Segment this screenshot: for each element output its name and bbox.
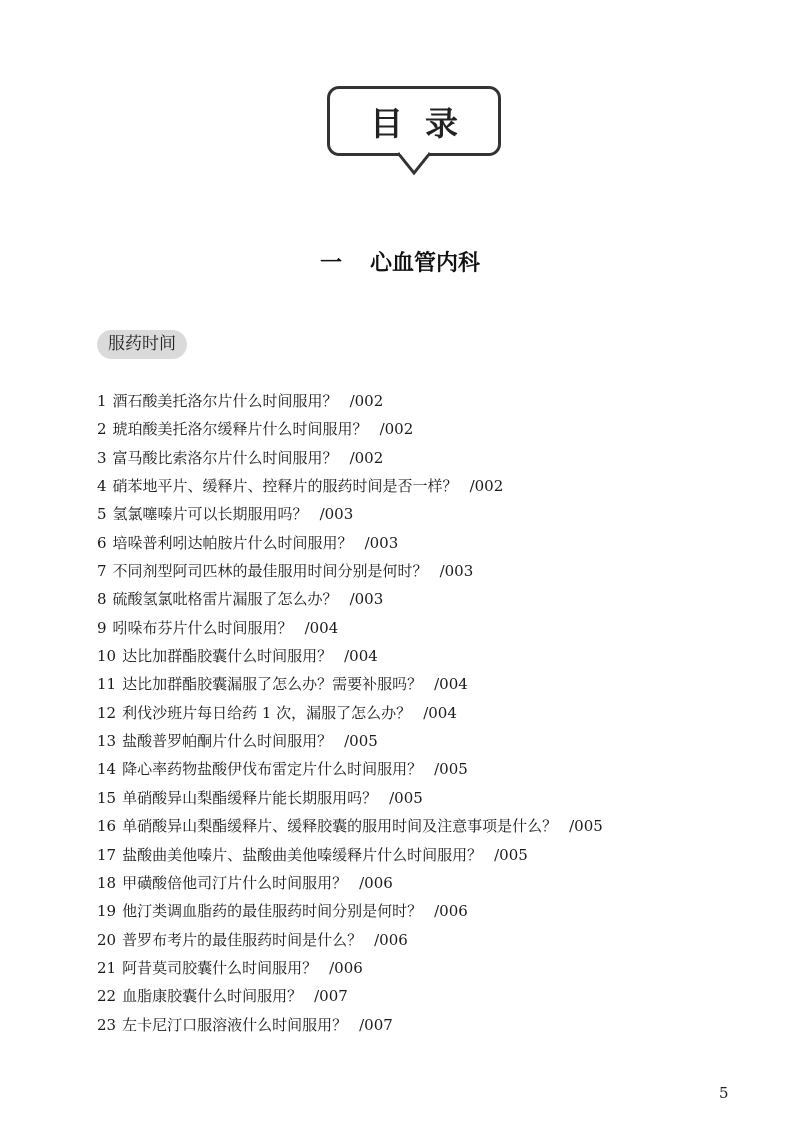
- toc-entry-page: /005: [494, 845, 528, 864]
- toc-entry-question: 酒石酸美托洛尔片什么时间服用？: [112, 392, 338, 410]
- toc-entry-question: 氢氯噻嗪片可以长期服用吗？: [112, 505, 308, 524]
- toc-entry-question: 硫酸氢氯吡格雷片漏服了怎么办？: [112, 590, 338, 609]
- chapter-title: 心血管内科: [370, 251, 481, 276]
- toc-entry[interactable]: [97, 841, 737, 869]
- toc-entry-question: 琥珀酸美托洛尔缓释片什么时间服用？: [112, 420, 368, 439]
- toc-entry-number: 5: [97, 505, 107, 524]
- toc-entry[interactable]: [97, 614, 737, 642]
- toc-entry-question: 不同剂型阿司匹林的最佳服用时间分别是何时？: [112, 562, 428, 581]
- toc-entry-number: 18: [97, 873, 117, 892]
- toc-entry[interactable]: [97, 812, 737, 840]
- toc-entry-page: /005: [344, 732, 378, 751]
- toc-entry-number: 15: [97, 788, 117, 807]
- toc-entry[interactable]: [97, 670, 737, 698]
- page-number: 5: [719, 1084, 729, 1102]
- toc-entry-question: 单硝酸异山梨酯缓释片、缓释胶囊的服用时间及注意事项是什么？: [122, 817, 558, 836]
- toc-entry-question: 培哚普利吲达帕胺片什么时间服用？: [112, 533, 353, 552]
- toc-entry-question: 利伐沙班片每日给药 1 次，漏服了怎么办？: [122, 703, 412, 722]
- toc-entry-question: 血脂康胶囊什么时间服用？: [122, 987, 303, 1006]
- toc-entry[interactable]: [97, 784, 737, 812]
- chapter-number: 一: [319, 251, 342, 276]
- toc-entry-page: /005: [569, 817, 603, 836]
- toc-entry-page: /002: [349, 392, 384, 410]
- toc-entry[interactable]: [97, 444, 737, 472]
- toc-entry[interactable]: [97, 982, 737, 1010]
- toc-entry[interactable]: [97, 954, 737, 982]
- toc-entry-number: 17: [97, 845, 117, 864]
- toc-entry-page: /002: [469, 477, 504, 496]
- toc-entry-number: 13: [97, 732, 117, 751]
- toc-entry-page: /004: [423, 703, 457, 722]
- toc-entry-page: /004: [304, 618, 339, 637]
- toc-entry[interactable]: [97, 897, 737, 925]
- toc-entry[interactable]: [97, 699, 737, 727]
- toc-entry-number: 16: [97, 817, 117, 836]
- toc-entry-page: /003: [364, 533, 399, 552]
- toc-entry-page: /003: [439, 562, 474, 581]
- toc-entry-number: 12: [97, 703, 117, 722]
- toc-entry-number: 7: [97, 562, 107, 581]
- toc-entry[interactable]: [97, 727, 737, 755]
- toc-entry-question: 他汀类调血脂药的最佳服药时间分别是何时？: [122, 902, 423, 921]
- toc-entry-page: /005: [389, 788, 423, 807]
- toc-entry-page: /006: [329, 958, 363, 977]
- toc-entry[interactable]: [97, 557, 737, 585]
- toc-entry-question: 单硝酸异山梨酯缓释片能长期服用吗？: [122, 788, 378, 807]
- toc-entry[interactable]: [97, 415, 737, 443]
- toc-entry-number: 3: [97, 448, 107, 467]
- toc-entry-question: 盐酸曲美他嗪片、盐酸曲美他嗪缓释片什么时间服用？: [122, 845, 483, 864]
- toc-entry-number: 1: [97, 392, 107, 410]
- toc-entry-page: /007: [314, 987, 348, 1006]
- section-label: 服药时间: [97, 330, 187, 359]
- toc-entry[interactable]: [97, 500, 737, 528]
- toc-entry[interactable]: [97, 529, 737, 557]
- toc-entry-question: 甲磺酸倍他司汀片什么时间服用？: [122, 873, 348, 892]
- toc-entry[interactable]: [97, 387, 737, 415]
- toc-entry-question: 硝苯地平片、缓释片、控释片的服药时间是否一样？: [112, 477, 458, 496]
- toc-entry-page: /006: [374, 930, 408, 949]
- toc-entry[interactable]: [97, 642, 737, 670]
- toc-entry-number: 22: [97, 987, 117, 1006]
- toc-entry-question: 左卡尼汀口服溶液什么时间服用？: [122, 1015, 348, 1034]
- page-title: 目录: [370, 103, 480, 143]
- toc-entry-page: /003: [349, 590, 384, 609]
- toc-entry[interactable]: [97, 926, 737, 954]
- toc-entry-number: 10: [97, 647, 117, 666]
- toc-entry-page: /006: [434, 902, 468, 921]
- toc-entry[interactable]: [97, 869, 737, 897]
- toc-entry-question: 达比加群酯胶囊漏服了怎么办？需要补服吗？: [122, 675, 423, 694]
- toc-entry-page: /007: [359, 1015, 393, 1034]
- toc-entry-number: 23: [97, 1015, 117, 1034]
- toc-entry-number: 11: [97, 675, 117, 694]
- toc-entry-page: /002: [349, 448, 384, 467]
- toc-entry-question: 盐酸普罗帕酮片什么时间服用？: [122, 732, 333, 751]
- toc-entry-number: 20: [97, 930, 117, 949]
- toc-entry-page: /005: [434, 760, 468, 779]
- toc-entry-number: 2: [97, 420, 107, 439]
- chapter-heading: [0, 246, 800, 277]
- toc-entry-page: /003: [319, 505, 354, 524]
- toc-entry-number: 21: [97, 958, 117, 977]
- toc-entry[interactable]: [97, 585, 737, 613]
- toc-list: [97, 387, 737, 1039]
- toc-entry[interactable]: [97, 755, 737, 783]
- toc-entry-question: 普罗布考片的最佳服药时间是什么？: [122, 930, 363, 949]
- toc-entry-question: 降心率药物盐酸伊伐布雷定片什么时间服用？: [122, 760, 423, 779]
- toc-entry-question: 阿昔莫司胶囊什么时间服用？: [122, 958, 318, 977]
- toc-entry-page: /004: [434, 675, 468, 694]
- toc-entry-number: 19: [97, 902, 117, 921]
- toc-entry[interactable]: [97, 1011, 737, 1039]
- toc-entry-question: 达比加群酯胶囊什么时间服用？: [122, 647, 333, 666]
- toc-entry-page: /004: [344, 647, 378, 666]
- toc-entry-question: 富马酸比索洛尔片什么时间服用？: [112, 448, 338, 467]
- toc-entry-number: 6: [97, 533, 107, 552]
- toc-entry-question: 吲哚布芬片什么时间服用？: [112, 618, 293, 637]
- toc-entry-number: 9: [97, 618, 107, 637]
- toc-entry-page: /006: [359, 873, 393, 892]
- toc-entry-page: /002: [379, 420, 414, 439]
- toc-entry[interactable]: [97, 472, 737, 500]
- toc-entry-number: 8: [97, 590, 107, 609]
- toc-entry-number: 14: [97, 760, 117, 779]
- toc-entry-number: 4: [97, 477, 107, 496]
